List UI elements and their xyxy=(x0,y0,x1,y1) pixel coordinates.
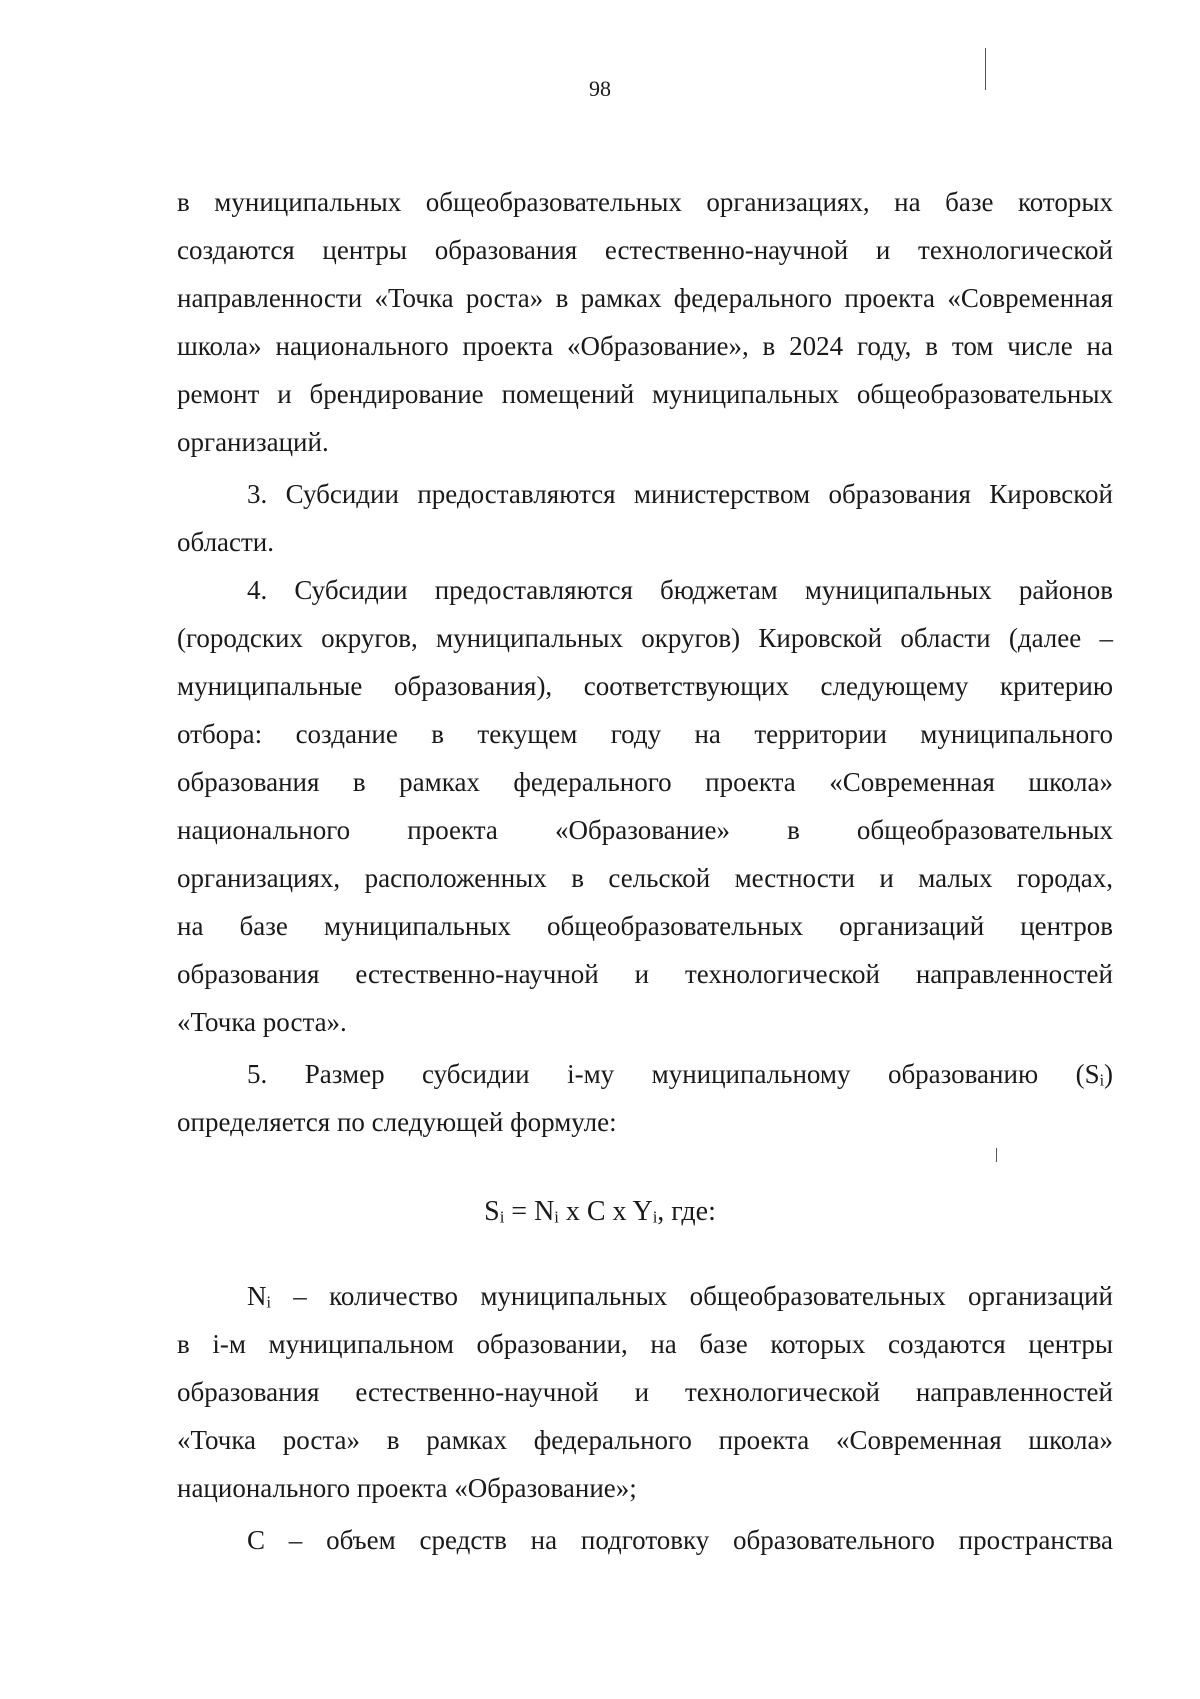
text-line: определяется по следующей формуле: xyxy=(177,1107,617,1137)
text-line: 4. Субсидии предоставляются бюджетам муниципальных районов xyxy=(247,575,1113,605)
text-line: организациях, расположенных в сельской местности и малых городах, xyxy=(177,863,1113,893)
text-line: «Точка роста». xyxy=(177,1007,347,1037)
page-number: 98 xyxy=(589,76,611,101)
text-line: С – объем средств на подготовку образовательного пространства xyxy=(247,1525,1113,1555)
text-line: школа» национального проекта «Образование», в 2024 году, в том числе на xyxy=(177,331,1113,361)
text-line: 5. Размер субсидии i-му муниципальному образованию (Sᵢ) xyxy=(247,1059,1113,1089)
text-line: направленности «Точка роста» в рамках федерального проекта «Современная xyxy=(177,283,1113,313)
text-line: «Точка роста» в рамках федерального проекта «Современная школа» xyxy=(177,1425,1113,1455)
text-line: образования естественно-научной и технологической направленностей xyxy=(177,959,1113,989)
formula: Sᵢ = Nᵢ x C x Yᵢ, где: xyxy=(484,1196,716,1227)
scan-mark xyxy=(996,1148,997,1162)
text-line: образования в рамках федерального проекта «Современная школа» xyxy=(177,767,1113,797)
text-line: в муниципальных общеобразовательных организациях, на базе которых xyxy=(177,187,1113,217)
text-line: организаций. xyxy=(177,427,329,457)
text-line: национального проекта «Образование» в общеобразовательных xyxy=(177,815,1113,845)
text-line: 3. Субсидии предоставляются министерством образования Кировской xyxy=(247,479,1113,509)
text-line: создаются центры образования естественно-научной и технологической xyxy=(177,235,1113,265)
text-line: на базе муниципальных общеобразовательных организаций центров xyxy=(177,911,1113,941)
text-line: национального проекта «Образование»; xyxy=(177,1473,637,1503)
text-line: отбора: создание в текущем году на территории муниципального xyxy=(177,719,1113,749)
scan-mark xyxy=(985,48,986,90)
text-line: Nᵢ – количество муниципальных общеобразовательных организаций xyxy=(247,1281,1113,1311)
text-line: муниципальные образования), соответствующих следующему критерию xyxy=(177,671,1113,701)
text-line: (городских округов, муниципальных округов) Кировской области (далее – xyxy=(177,623,1113,653)
text-line: области. xyxy=(177,527,275,557)
text-line: образования естественно-научной и технологической направленностей xyxy=(177,1377,1113,1407)
text-line: в i-м муниципальном образовании, на базе которых создаются центры xyxy=(177,1329,1113,1359)
text-line: ремонт и брендирование помещений муниципальных общеобразовательных xyxy=(177,379,1113,409)
